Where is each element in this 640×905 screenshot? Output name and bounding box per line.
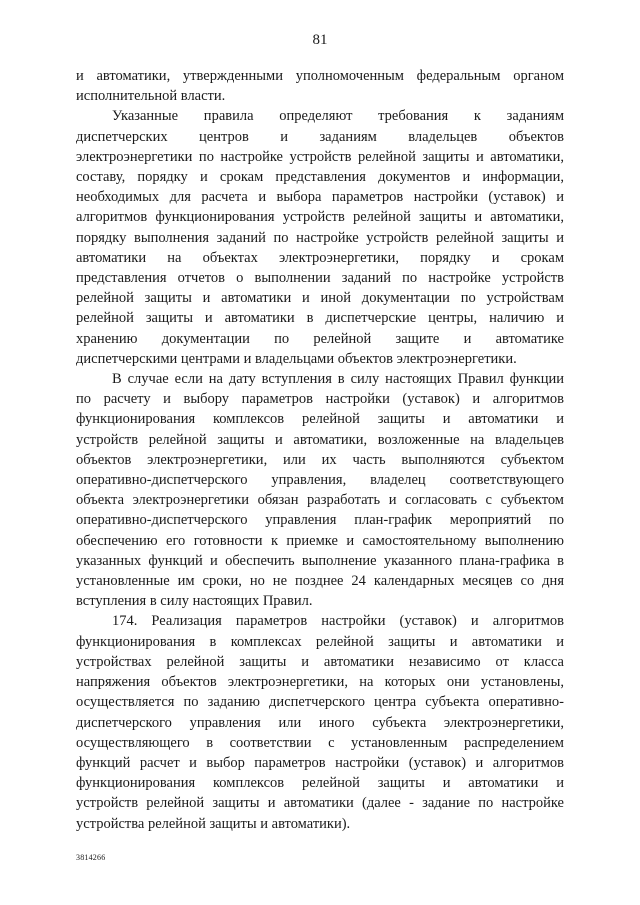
text-line: функционирования комплексов релейной защиты и автоматики и xyxy=(76,411,564,428)
text-line: необходимых для расчета и выбора параметров настройки (уставок) и xyxy=(76,189,564,206)
text-line: установленные им сроки, но не позднее 24 календарных месяцев со дня xyxy=(76,573,564,590)
text-line: алгоритмов функционирования устройств релейной защиты и автоматики, xyxy=(76,209,564,226)
text-line: составу, порядку и срокам представления документов и информации, xyxy=(76,169,564,186)
text-line: обеспечению его готовности к приемке и самостоятельному выполнению xyxy=(76,532,564,549)
text-line: хранению документации по релейной защите и автоматике xyxy=(76,330,564,347)
text-line: представления отчетов о выполнении заданий по настройке устройств xyxy=(76,270,564,287)
page-number: 81 xyxy=(312,32,328,48)
text-line: оперативно-диспетчерского управления, владелец соответствующего xyxy=(76,472,564,489)
text-line: по расчету и выбору параметров настройки (уставок) и алгоритмов xyxy=(76,391,564,408)
paragraph-section-174 xyxy=(76,611,564,833)
document-code: 3814266 xyxy=(76,853,106,862)
text-line: осуществляется по заданию диспетчерского центра субъекта оперативно- xyxy=(76,694,564,711)
paragraph-transition-case xyxy=(76,369,564,611)
text-line: функционирования в комплексах релейной защиты и автоматики и xyxy=(76,633,564,650)
text-line: электроэнергетики по настройке устройств релейной защиты и автоматики, xyxy=(76,148,564,165)
text-line: диспетчерских центров и заданиям владельцев объектов xyxy=(76,128,564,145)
text-line: объектов электроэнергетики, или их часть выполняются субъектом xyxy=(76,451,564,468)
text-line: автоматики на объектах электроэнергетики, порядку и срокам xyxy=(76,249,564,266)
paragraph-continuation xyxy=(76,66,564,106)
text-line: Указанные правила определяют требования к заданиям xyxy=(112,108,564,125)
text-line: устройств релейной защиты и автоматики (далее - задание по настройке xyxy=(76,795,564,812)
text-line: диспетчерского управления или иного субъекта электроэнергетики, xyxy=(76,714,564,731)
text-line: функций расчет и выбор параметров настройки (уставок) и алгоритмов xyxy=(76,754,564,771)
text-line: устройствах релейной защиты и автоматики независимо от класса xyxy=(76,653,564,670)
text-line: порядку выполнения заданий по настройке устройств релейной защиты и xyxy=(76,229,564,246)
text-line: В случае если на дату вступления в силу настоящих Правил функции xyxy=(112,371,564,388)
text-line: объекта электроэнергетики обязан разработать и согласовать с субъектом xyxy=(76,492,564,509)
paragraph-rules-scope xyxy=(76,106,564,369)
text-line: диспетчерскими центрами и владельцами объектов электроэнергетики. xyxy=(76,350,517,367)
text-line: релейной защиты и автоматики в диспетчерские центры, наличию и xyxy=(76,310,564,327)
text-line: исполнительной власти. xyxy=(76,88,226,105)
text-line: вступления в силу настоящих Правил. xyxy=(76,593,313,610)
text-line: устройств релейной защиты и автоматики, возложенные на владельцев xyxy=(76,431,564,448)
text-line: указанных функций и обеспечить выполнение указанного плана-графика в xyxy=(76,552,564,569)
text-line: и автоматики, утвержденными уполномоченным федеральным органом xyxy=(76,68,564,84)
text-line: 174. Реализация параметров настройки (уставок) и алгоритмов xyxy=(112,613,564,630)
text-line: функционирования комплексов релейной защиты и автоматики и xyxy=(76,775,564,792)
text-line: осуществляющего в соответствии с установленным распределением xyxy=(76,734,564,751)
text-line: устройства релейной защиты и автоматики). xyxy=(76,815,351,832)
text-line: напряжения объектов электроэнергетики, на которых они установлены, xyxy=(76,674,564,691)
text-line: релейной защиты и автоматики и иной документации по устройствам xyxy=(76,290,564,307)
text-line: оперативно-диспетчерского управления план-график мероприятий по xyxy=(76,512,564,529)
document-body xyxy=(76,66,564,834)
